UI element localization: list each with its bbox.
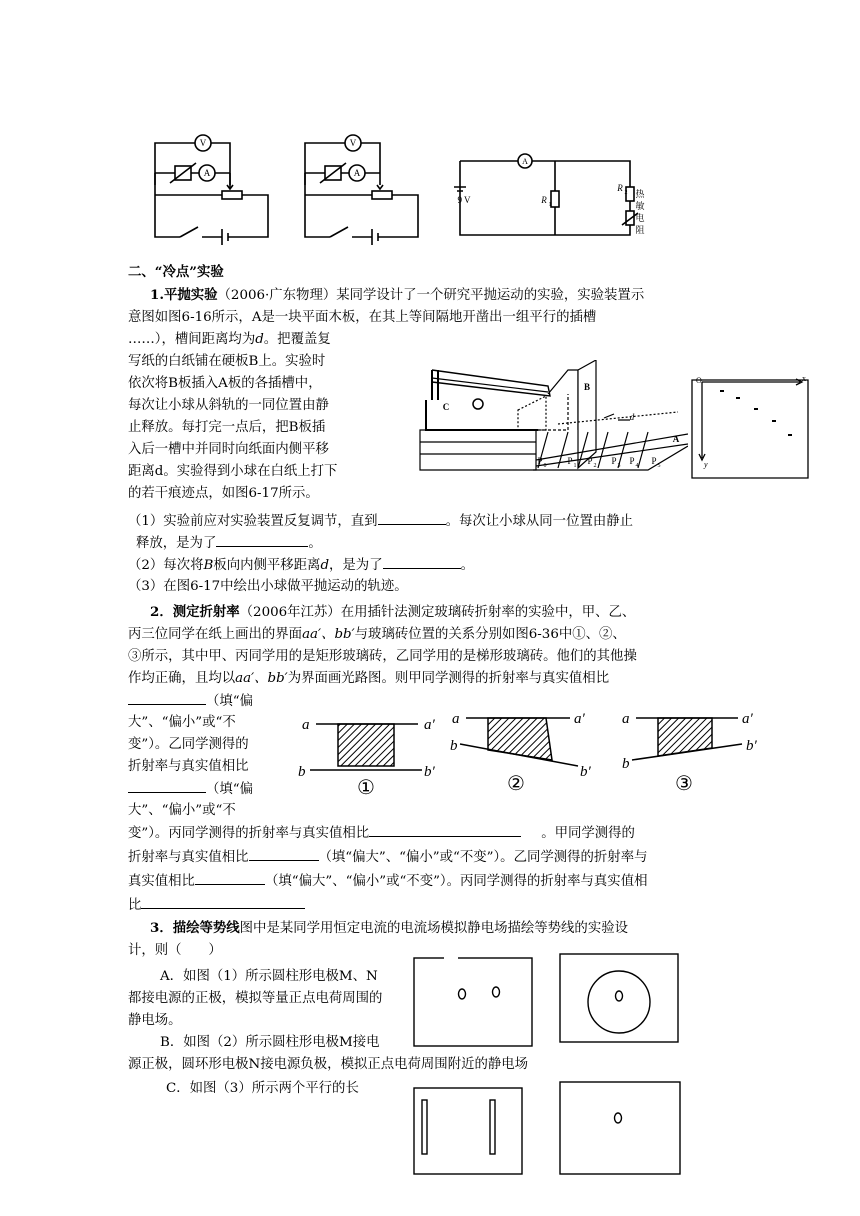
q2-line-8: 折射率与真实值相比 <box>128 759 249 774</box>
thermistor-char: 电 <box>635 213 645 223</box>
q1-sub-1 <box>128 510 633 532</box>
q1-line-10: 的若干痕迹点，如图6-17所示。 <box>128 486 319 501</box>
figure-number-1: ① <box>357 777 375 796</box>
r1-sub: 1 <box>548 202 552 208</box>
label-p-sub: 0 <box>543 463 547 469</box>
label-b: b <box>298 764 306 780</box>
electrode-n <box>493 987 500 997</box>
answer-blank[interactable] <box>195 870 265 885</box>
trace-point <box>720 390 724 392</box>
r2-sub: 2 <box>624 190 628 196</box>
ammeter-label: A <box>203 168 211 178</box>
trace-figure <box>688 372 814 484</box>
voltmeter-label: V <box>199 138 207 148</box>
var-interfaces: aa′、bb′ <box>302 627 355 642</box>
q1-sub-1b: 。每次让小球从同一位置由静止 <box>445 514 634 529</box>
y-axis-label: y <box>704 460 708 469</box>
q2-line-12b: （填“偏大”、“偏小”或“不变”）。乙同学测得的折射率与 <box>318 850 648 865</box>
answer-blank[interactable] <box>141 894 305 909</box>
q1-line-3 <box>128 329 331 350</box>
q2-line-2a: 丙三位同学在纸上画出的界面 <box>128 627 303 642</box>
thermistor-char: 阻 <box>635 225 645 235</box>
q1-line-6: 每次让小球从斜轨的一同位置由静 <box>128 398 329 413</box>
var-d: d <box>255 332 264 347</box>
q1-sub-2c: ，是为了 <box>329 558 383 573</box>
q2-line-5-text: （填“偏 <box>206 694 254 709</box>
q2-line-7: 变”）。乙同学测得的 <box>128 737 249 752</box>
label-p: P <box>537 456 543 466</box>
q1-sub-1d: 。 <box>308 536 322 551</box>
figure-number-2: ② <box>507 773 525 795</box>
var-b: B <box>203 558 214 573</box>
label-b: B <box>583 382 591 392</box>
ammeter-label: A <box>353 168 361 178</box>
q1-sub-2 <box>128 554 474 576</box>
q2-line-2b: 与玻璃砖位置的关系分别如图6-36中①、②、 <box>354 627 626 642</box>
q1-sub-3: （3）在图6-17中绘出小球做平抛运动的轨迹。 <box>128 579 408 594</box>
q3-option-a-1: A．如图（1）所示圆柱形电极M、N <box>160 969 378 984</box>
answer-blank[interactable] <box>128 778 206 793</box>
label-a: a <box>452 711 460 727</box>
label-a: a <box>302 717 310 733</box>
q3-option-b-1: B．如图（2）所示圆柱形电极M接电 <box>160 1035 380 1050</box>
q2-line-9 <box>128 778 253 800</box>
q1-line-9: 距离d。实验得到小球在白纸上打下 <box>128 464 338 479</box>
q1-sub-1a: （1）实验前应对实验装置反复调节，直到 <box>128 514 378 529</box>
q1-line-2: 意图如图6-16所示，A是一块平面木板，在其上等间隔地开凿出一组平行的插槽 <box>128 310 597 325</box>
label-b: b <box>450 738 458 754</box>
figure-number-3: ③ <box>675 773 693 795</box>
label-p-sub: 5 <box>657 463 661 469</box>
trace-point <box>754 408 758 410</box>
label-b-prime: b′ <box>424 764 435 780</box>
electrode-plate-2 <box>560 954 678 1042</box>
q1-sub-2d: 。 <box>460 558 474 573</box>
q2-line-9-text: （填“偏 <box>206 782 254 797</box>
q1-title: 1.平抛实验 <box>150 287 218 303</box>
x-axis-label: x <box>802 374 806 383</box>
q2-line-1 <box>150 602 635 623</box>
answer-blank[interactable] <box>249 846 319 861</box>
answer-blank[interactable] <box>216 532 308 547</box>
q2-line-2 <box>128 624 626 645</box>
q3-line-1 <box>150 918 628 939</box>
origin-label: O <box>696 376 702 385</box>
electrode-plate-1 <box>414 958 532 1046</box>
circuit-diagrams <box>140 125 700 250</box>
q2-line-11b: 。甲同学测得的 <box>541 826 635 841</box>
answer-blank[interactable] <box>128 690 206 705</box>
var-interfaces: aa′、bb′ <box>235 671 288 686</box>
label-p: P <box>629 456 635 466</box>
label-c: C <box>442 402 450 412</box>
q2-line-13 <box>128 870 647 892</box>
q2-line-4b: 为界面画光路图。则甲同学测得的折射率与真实值相比 <box>287 671 610 686</box>
circuit-2 <box>305 135 418 245</box>
label-d: d <box>629 412 635 422</box>
label-p-sub: 1 <box>573 463 577 469</box>
q1-line-3b: 。把覆盖复 <box>263 332 331 347</box>
q2-line-11a: 变”）。丙同学测得的折射率与真实值相比 <box>128 826 370 841</box>
q2-line-14-text: 比 <box>128 898 142 913</box>
trace-point <box>772 420 776 422</box>
q2-line-5 <box>128 690 253 712</box>
q3-line-1-text: 图中是某同学用恒定电流的电流场模拟静电场描绘等势线的实验设 <box>239 921 628 936</box>
q3-option-a-2: 都接电源的正极，模拟等量正点电荷周围的 <box>128 991 383 1006</box>
label-b: b <box>622 756 630 772</box>
label-b-prime: b′ <box>580 764 591 780</box>
thermistor-char: 热 <box>635 189 645 199</box>
bar-electrode-left <box>422 1100 427 1154</box>
q1-line-1-text: （2006·广东物理）某同学设计了一个研究平抛运动的实验，实验装置示 <box>217 288 645 303</box>
q3-option-b-2: 源正极，圆环形电极N接电源负极，模拟正点电荷周围附近的静电场 <box>128 1057 529 1072</box>
q1-line-7: 止释放。每打完一点后，把B板插 <box>128 420 326 435</box>
q1-line-4: 写纸的白纸铺在硬板B上。实验时 <box>128 354 326 369</box>
q1-line-3a: ……），槽间距离均为 <box>128 332 256 347</box>
q1-sub-1c: 释放，是为了 <box>136 536 217 551</box>
q2-line-13b: （填“偏大”、“偏小”或“不变”）。丙同学测得的折射率与真实值相 <box>264 874 648 889</box>
ring-electrode <box>588 971 650 1033</box>
label-a: A <box>672 434 680 444</box>
label-p: P <box>587 456 593 466</box>
label-p-sub: 3 <box>617 463 621 469</box>
q2-line-13a: 真实值相比 <box>128 874 195 889</box>
point-electrode <box>615 1113 622 1123</box>
answer-blank[interactable] <box>383 554 461 569</box>
apparatus-figure <box>418 360 688 472</box>
electrode-m <box>459 989 466 999</box>
label-p-sub: 4 <box>635 463 639 469</box>
r1-label: R <box>541 195 547 205</box>
q3-option-c-1: C．如图（3）所示两个平行的长 <box>166 1081 359 1096</box>
bar-electrode-right <box>490 1100 495 1154</box>
label-b-prime: b′ <box>746 738 757 754</box>
answer-blank[interactable] <box>378 510 446 525</box>
q1-line-1 <box>150 285 644 306</box>
trace-point <box>736 397 740 399</box>
label-a-prime: a′ <box>574 711 585 727</box>
q2-line-11 <box>128 822 635 844</box>
q1-sub-2b: 板向内侧平移距离 <box>213 558 321 573</box>
q2-line-3: ③所示，其中甲、丙同学用的是矩形玻璃砖，乙同学用的是梯形玻璃砖。他们的其他操 <box>128 649 637 664</box>
label-p-sub: 2 <box>593 463 597 469</box>
q2-line-1-text: （2006年江苏）在用插针法测定玻璃砖折射率的实验中，甲、乙、 <box>239 605 636 620</box>
section-title: 二、“冷点”实验 <box>128 264 224 280</box>
label-p: P <box>611 456 617 466</box>
q2-line-6: 大”、“偏小”或“不 <box>128 715 236 730</box>
label-p: P <box>567 456 573 466</box>
q2-title: 2．测定折射率 <box>150 604 240 620</box>
var-d: d <box>320 558 330 573</box>
q2-line-14 <box>128 894 305 916</box>
r2-label: R <box>617 183 623 193</box>
circuit-1 <box>155 135 268 245</box>
label-a-prime: a′ <box>424 717 435 733</box>
q3-title: 3．描绘等势线 <box>150 920 240 936</box>
trace-point <box>788 434 792 436</box>
q1-sub-2a: （2）每次将 <box>128 558 204 573</box>
q1-sub-1-cont <box>136 532 322 554</box>
q2-line-10: 大”、“偏小”或“不 <box>128 803 236 818</box>
ammeter-label: A <box>522 157 528 166</box>
electrode-plate-4 <box>560 1082 680 1174</box>
center-electrode <box>616 991 623 1001</box>
q2-line-12 <box>128 846 647 868</box>
q2-line-12a: 折射率与真实值相比 <box>128 850 249 865</box>
q2-line-4 <box>128 668 609 689</box>
voltage-label: 9 V <box>457 195 471 205</box>
thermistor-char: 敏 <box>635 201 645 211</box>
voltmeter-label: V <box>349 138 357 148</box>
q1-line-5: 依次将B板插入A板的各插槽中， <box>128 376 322 391</box>
electrode-figures <box>410 950 690 1180</box>
label-p: P <box>651 456 657 466</box>
q3-option-a-3: 静电场。 <box>128 1013 182 1028</box>
label-a: a <box>622 711 630 727</box>
glass-block-figures <box>296 704 766 796</box>
label-a-prime: a′ <box>742 711 753 727</box>
electrode-plate-3 <box>414 1088 522 1174</box>
q1-line-8: 入后一槽中并同时向纸面内侧平移 <box>128 442 329 457</box>
answer-blank[interactable] <box>369 822 521 837</box>
q3-line-2: 计，则（ ） <box>128 943 222 958</box>
q2-line-4a: 作均正确，且均以 <box>128 671 236 686</box>
